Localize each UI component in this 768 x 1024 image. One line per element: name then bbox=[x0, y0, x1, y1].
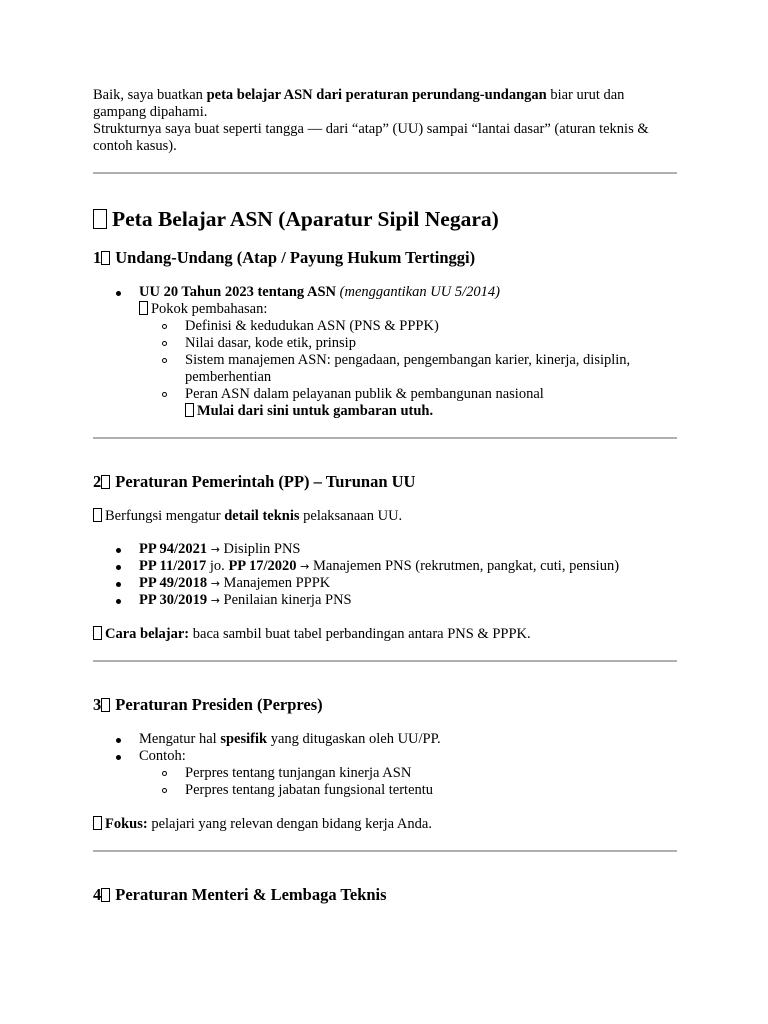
list-item: Sistem manajemen ASN: pengadaan, pengembangan karier, kinerja, disiplin, pemberhentian bbox=[139, 352, 677, 386]
arrow-right-icon: → bbox=[210, 577, 220, 590]
section-2-intro: Berfungsi mengatur detail teknis pelaksanaan UU. bbox=[93, 508, 677, 525]
divider bbox=[93, 172, 677, 174]
section-1-sublist bbox=[139, 318, 677, 420]
section-1-list bbox=[93, 284, 677, 420]
list-item: PP 11/2017 jo. PP 17/2020 → Manajemen PNS (rekrutmen, pangkat, cuti, pensiun) bbox=[93, 558, 677, 575]
section-3-heading: 3 Peraturan Presiden (Perpres) bbox=[93, 695, 323, 714]
list-item: Perpres tentang tunjangan kinerja ASN bbox=[139, 765, 677, 782]
arrow-right-icon: → bbox=[300, 560, 310, 573]
list-item: PP 94/2021 → Disiplin PNS bbox=[93, 541, 677, 558]
section-2-heading: 2 Peraturan Pemerintah (PP) – Turunan UU bbox=[93, 472, 416, 491]
list-item: Definisi & kedudukan ASN (PNS & PPPK) bbox=[139, 318, 677, 335]
missing-glyph-icon bbox=[93, 816, 102, 829]
intro bbox=[93, 87, 677, 155]
missing-glyph-icon bbox=[93, 626, 102, 639]
page-title: Peta Belajar ASN (Aparatur Sipil Negara) bbox=[93, 206, 677, 232]
section-3-focus: Fokus: pelajari yang relevan dengan bidang kerja Anda. bbox=[93, 816, 677, 833]
list-item: Mengatur hal spesifik yang ditugaskan oleh UU/PP. bbox=[93, 731, 677, 748]
list-item: PP 30/2019 → Penilaian kinerja PNS bbox=[93, 592, 677, 609]
intro-paragraph-1: Baik, saya buatkan peta belajar ASN dari peraturan perundang-undangan biar urut dan gampang dipahami. bbox=[93, 87, 625, 120]
section-3-sublist bbox=[139, 765, 677, 799]
missing-glyph-icon bbox=[101, 475, 110, 489]
section-2-list bbox=[93, 541, 677, 609]
list-item: Perpres tentang jabatan fungsional tertentu bbox=[139, 782, 677, 799]
section-1-heading: 1 Undang-Undang (Atap / Payung Hukum Tertinggi) bbox=[93, 248, 476, 267]
section-2-tip: Cara belajar: baca sambil buat tabel perbandingan antara PNS & PPPK. bbox=[93, 626, 677, 643]
list-item: UU 20 Tahun 2023 tentang ASN (menggantikan UU 5/2014) Pokok pembahasan: Definisi & kedudukan ASN (PNS & PPPK) Nilai dasar, kode etik, prinsip Sistem manajemen ASN: pengadaan, pengembangan karier, kinerja, disiplin, pemberhentian Peran ASN dalam pelayanan publik & pembangunan nasional Mulai dari sini untuk gambaran utuh. bbox=[93, 284, 677, 420]
divider bbox=[93, 850, 677, 852]
missing-glyph-icon bbox=[139, 301, 148, 314]
list-item: PP 49/2018 → Manajemen PPPK bbox=[93, 575, 677, 592]
missing-glyph-icon bbox=[101, 251, 110, 265]
section-3-list bbox=[93, 731, 677, 799]
divider bbox=[93, 437, 677, 439]
divider bbox=[93, 660, 677, 662]
missing-glyph-icon bbox=[93, 209, 107, 229]
intro-paragraph-2: Strukturnya saya buat seperti tangga — dari “atap” (UU) sampai “lantai dasar” (aturan teknis & contoh kasus). bbox=[93, 121, 649, 154]
list-item: Contoh: Perpres tentang tunjangan kinerja ASN Perpres tentang jabatan fungsional tertentu bbox=[93, 748, 677, 799]
missing-glyph-icon bbox=[101, 698, 110, 712]
missing-glyph-icon bbox=[185, 403, 194, 416]
missing-glyph-icon bbox=[93, 508, 102, 521]
arrow-right-icon: → bbox=[210, 594, 220, 607]
list-item: Peran ASN dalam pelayanan publik & pembangunan nasional Mulai dari sini untuk gambaran utuh. bbox=[139, 386, 677, 420]
missing-glyph-icon bbox=[101, 888, 110, 902]
section-4-heading: 4 Peraturan Menteri & Lembaga Teknis bbox=[93, 885, 387, 904]
document-content bbox=[93, 87, 677, 905]
list-item: Nilai dasar, kode etik, prinsip bbox=[139, 335, 677, 352]
arrow-right-icon: → bbox=[210, 543, 220, 556]
